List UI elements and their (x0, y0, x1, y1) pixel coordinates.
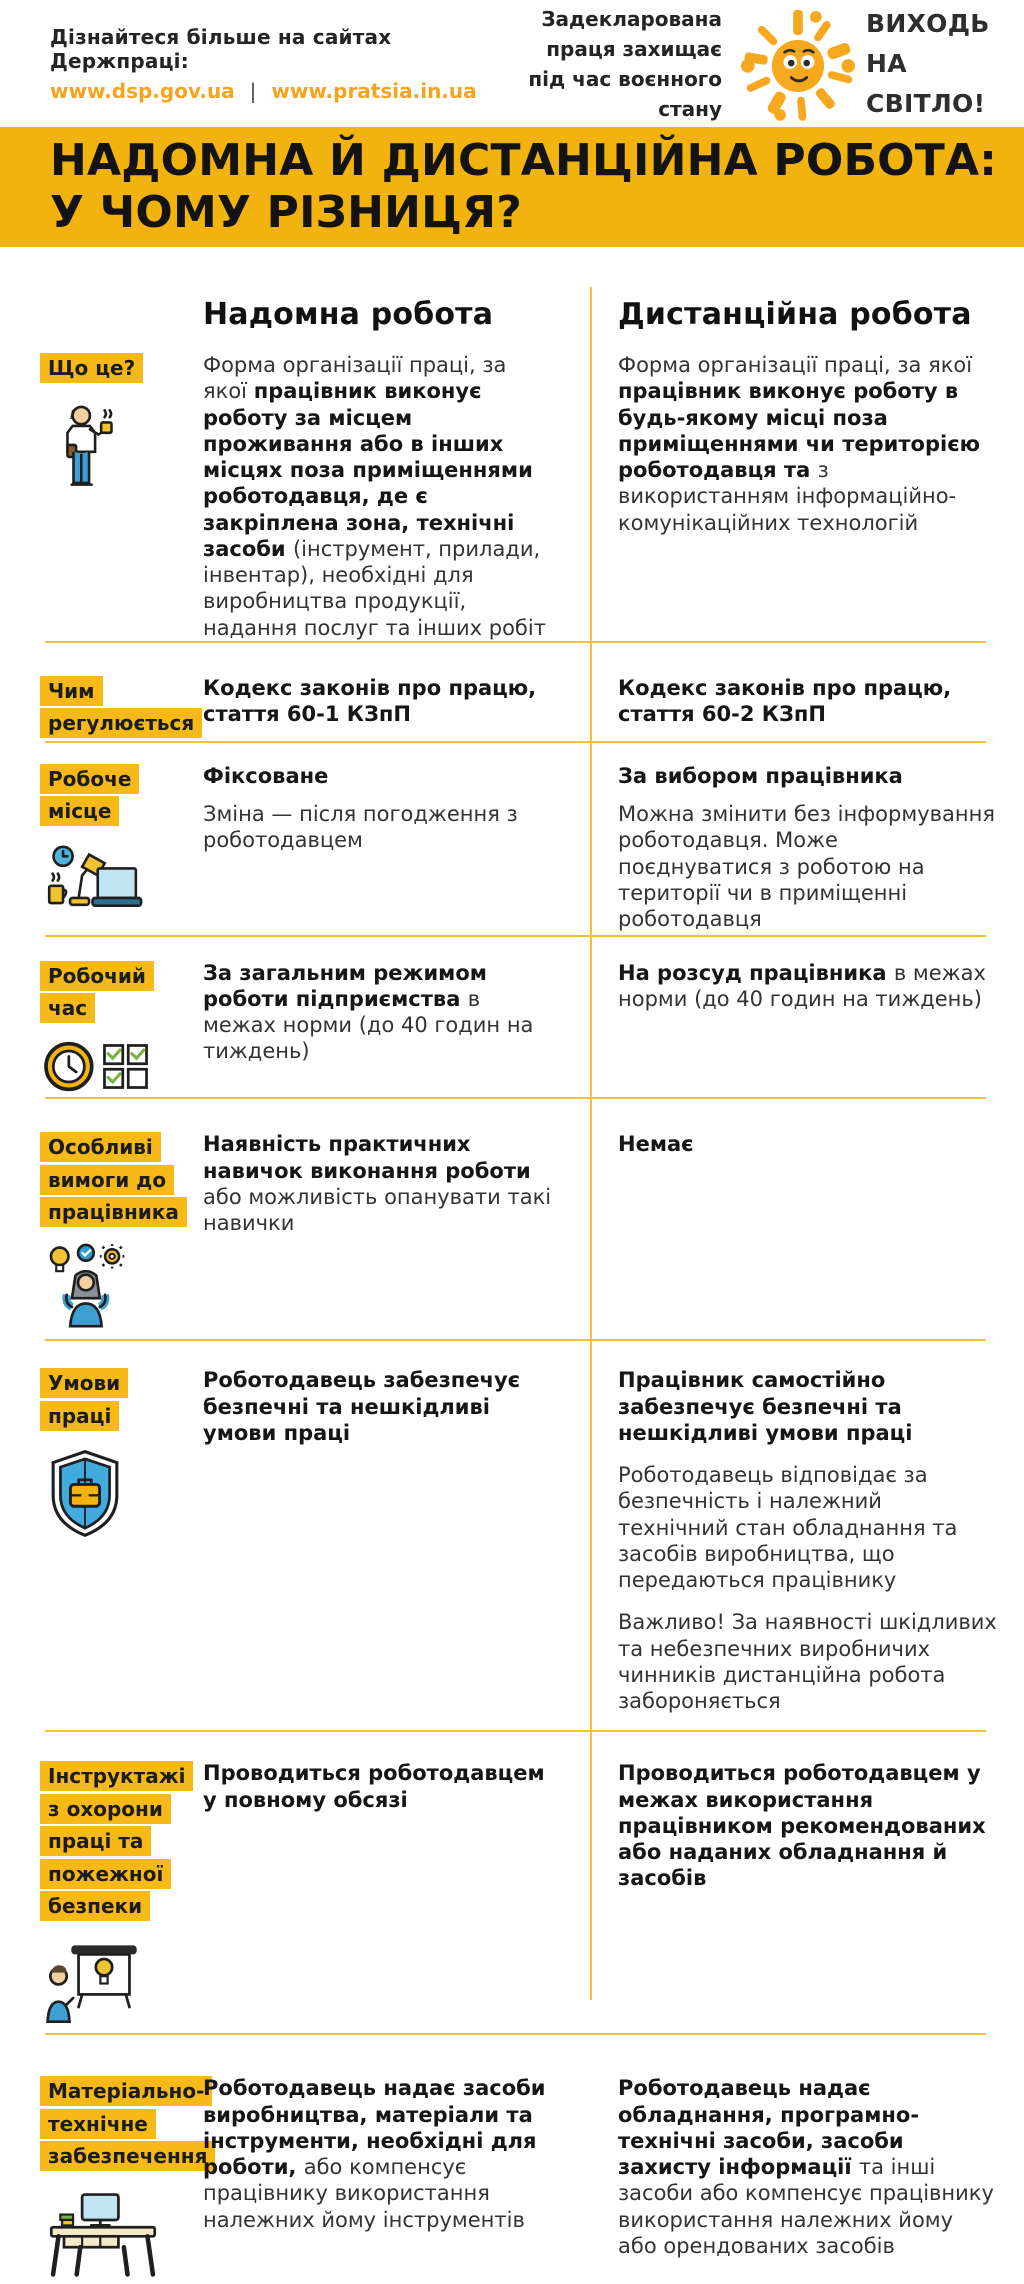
cell-remote-work: Кодекс законів про працю, стаття 60-2 КЗпП (618, 675, 952, 726)
comparison-table (0, 247, 1024, 2258)
cell-remote-work: Форма організації праці, за якої працівник виконує роботу в будь-якому місці поза приміщеннями чи територією роботодавця та з використанням інформаційно-комунікаційних технологій (618, 353, 981, 535)
row-label: Матеріально-технічне забезпечення (40, 2076, 215, 2171)
row-label: Робочий час (40, 961, 154, 1023)
shield-icon (44, 1448, 203, 1543)
cell-home-work: Проводиться роботодавцем у повному обсязі (203, 1761, 545, 1812)
site-links (50, 79, 480, 103)
work-time-icon (44, 1040, 203, 1097)
cell-remote-work: Немає (618, 1132, 694, 1157)
row-label: Чим регулюється (40, 676, 202, 738)
sun-with-tools-icon (740, 6, 856, 122)
slogan-line-2: під час воєнного стану (528, 66, 722, 121)
table-row-workplace (0, 741, 1024, 935)
dsp-link[interactable]: www.dsp.gov.ua (50, 78, 235, 103)
title-banner (0, 127, 1024, 247)
row-label: Інструктажі з охорони праці та пожежної безпеки (40, 1761, 193, 1921)
table-row-working-time (0, 935, 1024, 1098)
page-title: НАДОМНА Й ДИСТАНЦІЙНА РОБОТА: У ЧОМУ РІЗНИЦЯ? (50, 135, 998, 238)
cell-remote-work: Роботодавець надає обладнання, програмно-технічні засоби, засоби захисту інформації та інші засоби або компенсує працівнику використання належних йому або орендованих засобів (618, 2076, 994, 2258)
cell-home-work: Форма організації праці, за якої працівник виконує роботу за місцем проживання або в інших місцях поза приміщеннями роботодавця, де є закріплена зона, технічні засоби (інструмент, прилади, інвентар), необхідні для виробництва продукції, надання послуг та інших робіт (203, 353, 546, 640)
header (0, 0, 1024, 127)
cell-home-work: Фіксоване Зміна — після погодження з роботодавцем (203, 763, 518, 853)
equipment-icon (44, 2189, 203, 2284)
table-row-safety-briefings (0, 1730, 1024, 2033)
table-header (0, 247, 1024, 340)
cell-home-work: Наявність практичних навичок виконання роботи або можливість опанувати такі навички (203, 1132, 552, 1236)
cell-remote-work: Проводиться роботодавцем у межах використання працівником рекомендованих або наданих обладнання й засобів (618, 1761, 986, 1891)
cell-home-work: Роботодавець надає засоби виробництва, матеріали та інструменти, необхідні для роботи, або компенсує працівнику використання належних йому інструментів (203, 2076, 546, 2232)
cell-home-work: За загальним режимом роботи підприємства в межах норми (до 40 годин на тиждень) (203, 960, 534, 1064)
header-info (50, 25, 480, 103)
logo-line-1: ВИХОДЬ (866, 8, 990, 38)
table-row-material-support (0, 2033, 1024, 2283)
row-label: Робоче місце (40, 764, 139, 826)
table-row-regulation (0, 641, 1024, 741)
pratsia-link[interactable]: www.pratsia.in.ua (271, 78, 477, 103)
row-label: Особливі вимоги до працівника (40, 1132, 187, 1227)
row-label: Умови праці (40, 1368, 128, 1430)
cell-home-work: Кодекс законів про працю, стаття 60-1 КЗпП (203, 675, 537, 726)
workplace-icon (44, 844, 203, 935)
info-label: Дізнайтеся більше на сайтах Держпраці: (50, 24, 392, 73)
logo-text (866, 4, 1006, 124)
column-header-home-work: Надомна робота (203, 297, 494, 332)
table-row-special-requirements (0, 1097, 1024, 1339)
link-separator: | (249, 78, 257, 103)
cell-remote-work: Працівник самостійно забезпечує безпечні та нешкідливі умови праці Роботодавець відповідає за безпечність і належний технічний стан обладнання та засобів виробництва, що передаються працівнику Важливо! За наявності шкідливих та небезпечних виробничих чинників дистанційна робота забороняється (618, 1368, 997, 1714)
training-icon (44, 1938, 203, 2033)
row-label: Що це? (40, 353, 143, 383)
table-row-what-is-it (0, 340, 1024, 641)
skills-icon (44, 1244, 203, 1339)
cell-home-work: Роботодавець забезпечує безпечні та нешкідливі умови праці (203, 1368, 521, 1445)
cell-remote-work: На розсуд працівника в межах норми (до 40 годин на тиждень) (618, 960, 986, 1011)
column-header-remote-work: Дистанційна робота (618, 297, 972, 332)
table-row-working-conditions (0, 1339, 1024, 1730)
worker-icon (44, 400, 203, 499)
slogan (480, 4, 740, 124)
cell-remote-work: За вибором працівника Можна змінити без інформування роботодавця. Може поєднуватися з роботою на території чи в приміщенні роботодавця (618, 763, 995, 931)
logo-line-2: НА СВІТЛО! (866, 48, 986, 118)
slogan-line-1: Задекларована праця захищає (541, 6, 722, 61)
